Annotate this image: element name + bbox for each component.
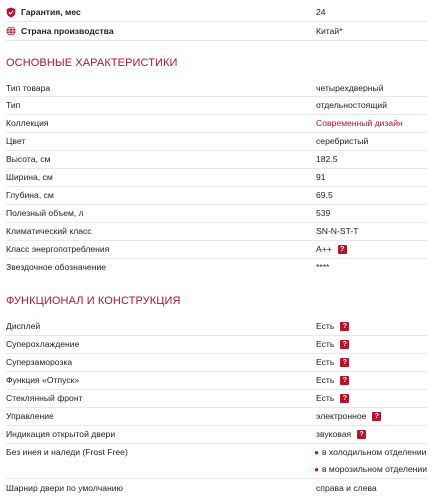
help-icon[interactable]: ?: [340, 394, 349, 403]
spec-value: Есть: [316, 375, 335, 385]
spec-value: ****: [316, 262, 330, 272]
spec-row: [6, 242, 427, 256]
spec-row: [6, 481, 427, 495]
bullet-icon: ●: [314, 447, 319, 457]
divider: [6, 204, 427, 205]
spec-row: [6, 134, 427, 148]
spec-label: Цвет: [6, 136, 26, 146]
spec-row: [6, 427, 427, 441]
bullet-icon: ●: [314, 464, 319, 474]
spec-label: Гарантия, мес: [21, 7, 81, 17]
divider: [6, 222, 427, 223]
spec-label: Суперохлаждение: [6, 339, 80, 349]
spec-row-frost-free: [6, 445, 427, 475]
spec-label: Коллекция: [6, 118, 49, 128]
help-icon[interactable]: ?: [340, 340, 349, 349]
divider: [6, 389, 427, 390]
spec-label: Суперзаморозка: [6, 357, 73, 367]
spec-value: в холодильном отделении: [321, 447, 427, 457]
spec-label: Ширина, см: [6, 172, 53, 182]
spec-value: 69.5: [316, 190, 333, 200]
divider: [6, 132, 427, 133]
divider: [6, 443, 427, 444]
divider: [6, 425, 427, 426]
spec-label: Тип товара: [6, 83, 51, 93]
divider: [6, 168, 427, 169]
spec-row: [6, 152, 427, 166]
divider: [6, 353, 427, 354]
divider: [6, 40, 427, 41]
section-title-main: ОСНОВНЫЕ ХАРАКТЕРИСТИКИ: [6, 57, 178, 69]
spec-label: Высота, см: [6, 154, 51, 164]
spec-row: [6, 355, 427, 369]
divider: [6, 186, 427, 187]
help-icon[interactable]: ?: [340, 358, 349, 367]
spec-value: электронное: [316, 411, 367, 421]
spec-label: Тип: [6, 100, 21, 110]
spec-value: в морозильном отделении: [321, 464, 427, 474]
spec-label: Стеклянный фронт: [6, 393, 83, 403]
section-title-features: ФУНКЦИОНАЛ И КОНСТРУКЦИЯ: [6, 295, 181, 307]
spec-value: звуковая: [316, 429, 352, 439]
spec-value: 24: [316, 7, 326, 17]
spec-row-country: [6, 24, 427, 38]
spec-row: [6, 81, 427, 95]
spec-row: [6, 391, 427, 405]
spec-label: Индикация открытой двери: [6, 429, 116, 439]
divider: [6, 258, 427, 259]
divider: [6, 478, 427, 479]
spec-value: Есть: [316, 357, 335, 367]
spec-row: [6, 206, 427, 220]
spec-row: [6, 224, 427, 238]
spec-label: Управление: [6, 411, 54, 421]
spec-label: Звездочное обозначение: [6, 262, 107, 272]
spec-value: справа и слева: [316, 483, 377, 493]
frost-free-option: [314, 445, 427, 459]
frost-free-option: [314, 462, 427, 476]
divider: [6, 150, 427, 151]
help-icon[interactable]: ?: [357, 430, 366, 439]
spec-row: [6, 337, 427, 351]
spec-row: [6, 319, 427, 333]
spec-label: Дисплей: [6, 321, 41, 331]
help-icon[interactable]: ?: [340, 322, 349, 331]
spec-value: 91: [316, 172, 326, 182]
spec-value: Есть: [316, 393, 335, 403]
shield-check-icon: [6, 7, 16, 18]
spec-label: Класс энергопотребления: [6, 244, 110, 254]
spec-row: [6, 260, 427, 274]
spec-label: Глубина, см: [6, 190, 54, 200]
spec-row: [6, 409, 427, 423]
spec-value: отдельностоящий: [316, 100, 388, 110]
spec-row: [6, 373, 427, 387]
divider: [6, 114, 427, 115]
spec-label: Климатический класс: [6, 226, 92, 236]
spec-label: Функция «Отпуск»: [6, 375, 80, 385]
divider: [6, 21, 427, 22]
spec-row: [6, 170, 427, 184]
help-icon[interactable]: ?: [372, 412, 381, 421]
spec-value: Китай*: [316, 26, 343, 36]
spec-label: Полезный объем, л: [6, 208, 84, 218]
collection-link[interactable]: Современный дизайн: [316, 118, 403, 128]
help-icon[interactable]: ?: [338, 245, 347, 254]
spec-label: Страна производства: [21, 26, 114, 36]
spec-label: Шарнир двери по умолчанию: [6, 483, 123, 493]
spec-row: [6, 116, 427, 130]
globe-icon: [6, 26, 16, 36]
spec-value: A++: [316, 244, 332, 254]
spec-value: SN-N-ST-T: [316, 226, 359, 236]
spec-value: Есть: [316, 339, 335, 349]
spec-value: серебристый: [316, 136, 369, 146]
divider: [6, 371, 427, 372]
spec-value: Есть: [316, 321, 335, 331]
spec-row: [6, 188, 427, 202]
spec-label: Без инея и наледи (Frost Free): [6, 447, 128, 457]
spec-row-warranty: [6, 5, 427, 19]
spec-value: 182.5: [316, 154, 338, 164]
divider: [6, 407, 427, 408]
spec-value: четырехдверный: [316, 83, 384, 93]
divider: [6, 240, 427, 241]
spec-row: [6, 98, 427, 112]
divider: [6, 96, 427, 97]
divider: [6, 335, 427, 336]
help-icon[interactable]: ?: [340, 376, 349, 385]
spec-value: 539: [316, 208, 331, 218]
